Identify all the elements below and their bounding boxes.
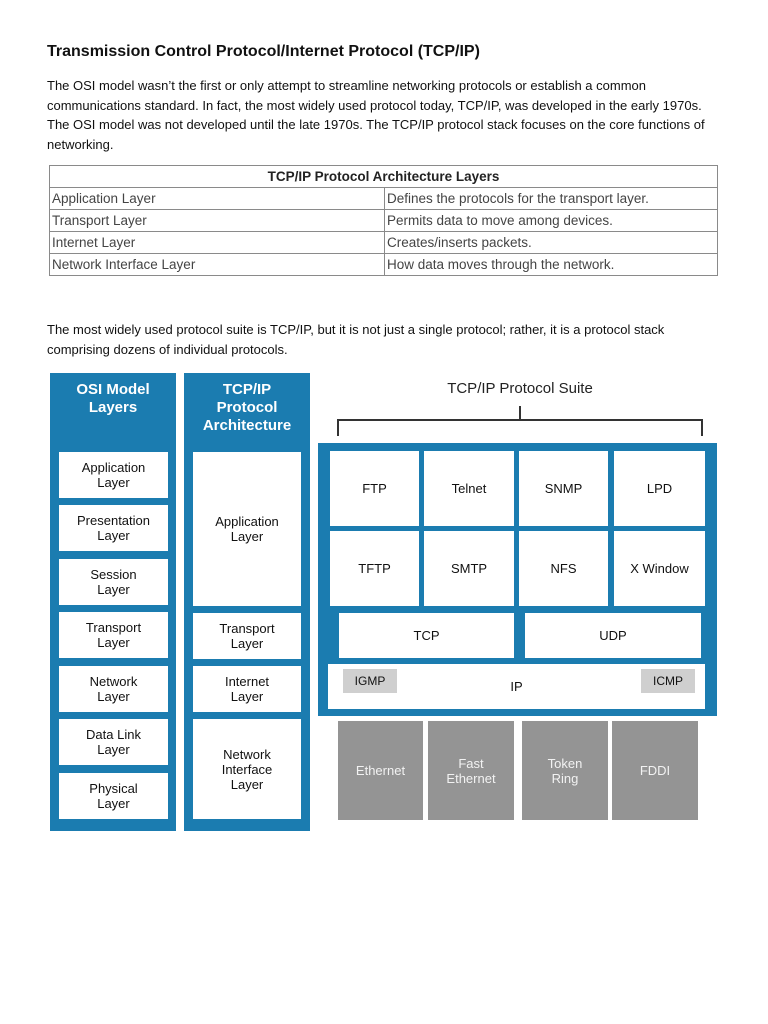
protocol-nfs: NFS (519, 531, 608, 606)
protocol-igmp: IGMP (343, 669, 397, 693)
table-row (50, 254, 718, 276)
osi-column-title: OSI Model Layers (76, 381, 150, 416)
table-row (50, 210, 718, 232)
arch-layer-network-interface: Network Interface Layer (193, 719, 301, 819)
table-cell: How data moves through the network. (385, 254, 718, 276)
osi-layer-data-link: Data Link Layer (59, 719, 168, 765)
protocol-tcp: TCP (339, 613, 514, 658)
protocol-lpd: LPD (614, 451, 705, 526)
protocol-ftp: FTP (330, 451, 419, 526)
protocol-udp: UDP (525, 613, 701, 658)
intro-paragraph: The OSI model wasn’t the first or only attempt to streamline networking protocols or establish a common communications standard. In fact, the most widely used protocol today, TCP/IP, was developed in the early 1970s. The OSI model was not developed until the late 1970s. The TCP/IP protocol stack focuses on the core functions of networking. (47, 78, 705, 152)
table-cell: Creates/inserts packets. (385, 232, 718, 254)
protocol-telnet: Telnet (424, 451, 514, 526)
table-row (50, 188, 718, 210)
table-title: TCP/IP Protocol Architecture Layers (50, 166, 718, 188)
network-fddi: FDDI (612, 721, 698, 820)
network-token-ring: Token Ring (522, 721, 608, 820)
table-cell: Application Layer (50, 188, 385, 210)
architecture-column (184, 373, 310, 831)
network-ethernet: Ethernet (338, 721, 423, 820)
architecture-column-title: TCP/IP Protocol Architecture (202, 381, 292, 434)
network-fast-ethernet: Fast Ethernet (428, 721, 514, 820)
suite-bracket (330, 400, 710, 440)
protocol-snmp: SNMP (519, 451, 608, 526)
osi-layer-application: Application Layer (59, 452, 168, 498)
protocol-ip: IP (328, 664, 705, 709)
arch-layer-internet: Internet Layer (193, 666, 301, 712)
table-cell: Internet Layer (50, 232, 385, 254)
protocol-icmp: ICMP (641, 669, 695, 693)
protocol-tftp: TFTP (330, 531, 419, 606)
architecture-table (49, 165, 718, 276)
protocol-x-window: X Window (614, 531, 705, 606)
arch-layer-application: Application Layer (193, 452, 301, 606)
page-title: Transmission Control Protocol/Internet Protocol (TCP/IP) (47, 43, 480, 60)
table-cell: Transport Layer (50, 210, 385, 232)
table-cell: Defines the protocols for the transport layer. (385, 188, 718, 210)
osi-layer-physical: Physical Layer (59, 773, 168, 819)
osi-layer-network: Network Layer (59, 666, 168, 712)
protocol-smtp: SMTP (424, 531, 514, 606)
arch-layer-transport: Transport Layer (193, 613, 301, 659)
suite-paragraph: The most widely used protocol suite is TCP/IP, but it is not just a single protocol; rather, it is a protocol stack comprising dozens of individual protocols. (47, 322, 665, 357)
table-row (50, 232, 718, 254)
osi-layer-session: Session Layer (59, 559, 168, 605)
osi-column (50, 373, 176, 831)
suite-title: TCP/IP Protocol Suite (447, 380, 593, 397)
table-cell: Network Interface Layer (50, 254, 385, 276)
osi-layer-transport: Transport Layer (59, 612, 168, 658)
osi-layer-presentation: Presentation Layer (59, 505, 168, 551)
table-cell: Permits data to move among devices. (385, 210, 718, 232)
